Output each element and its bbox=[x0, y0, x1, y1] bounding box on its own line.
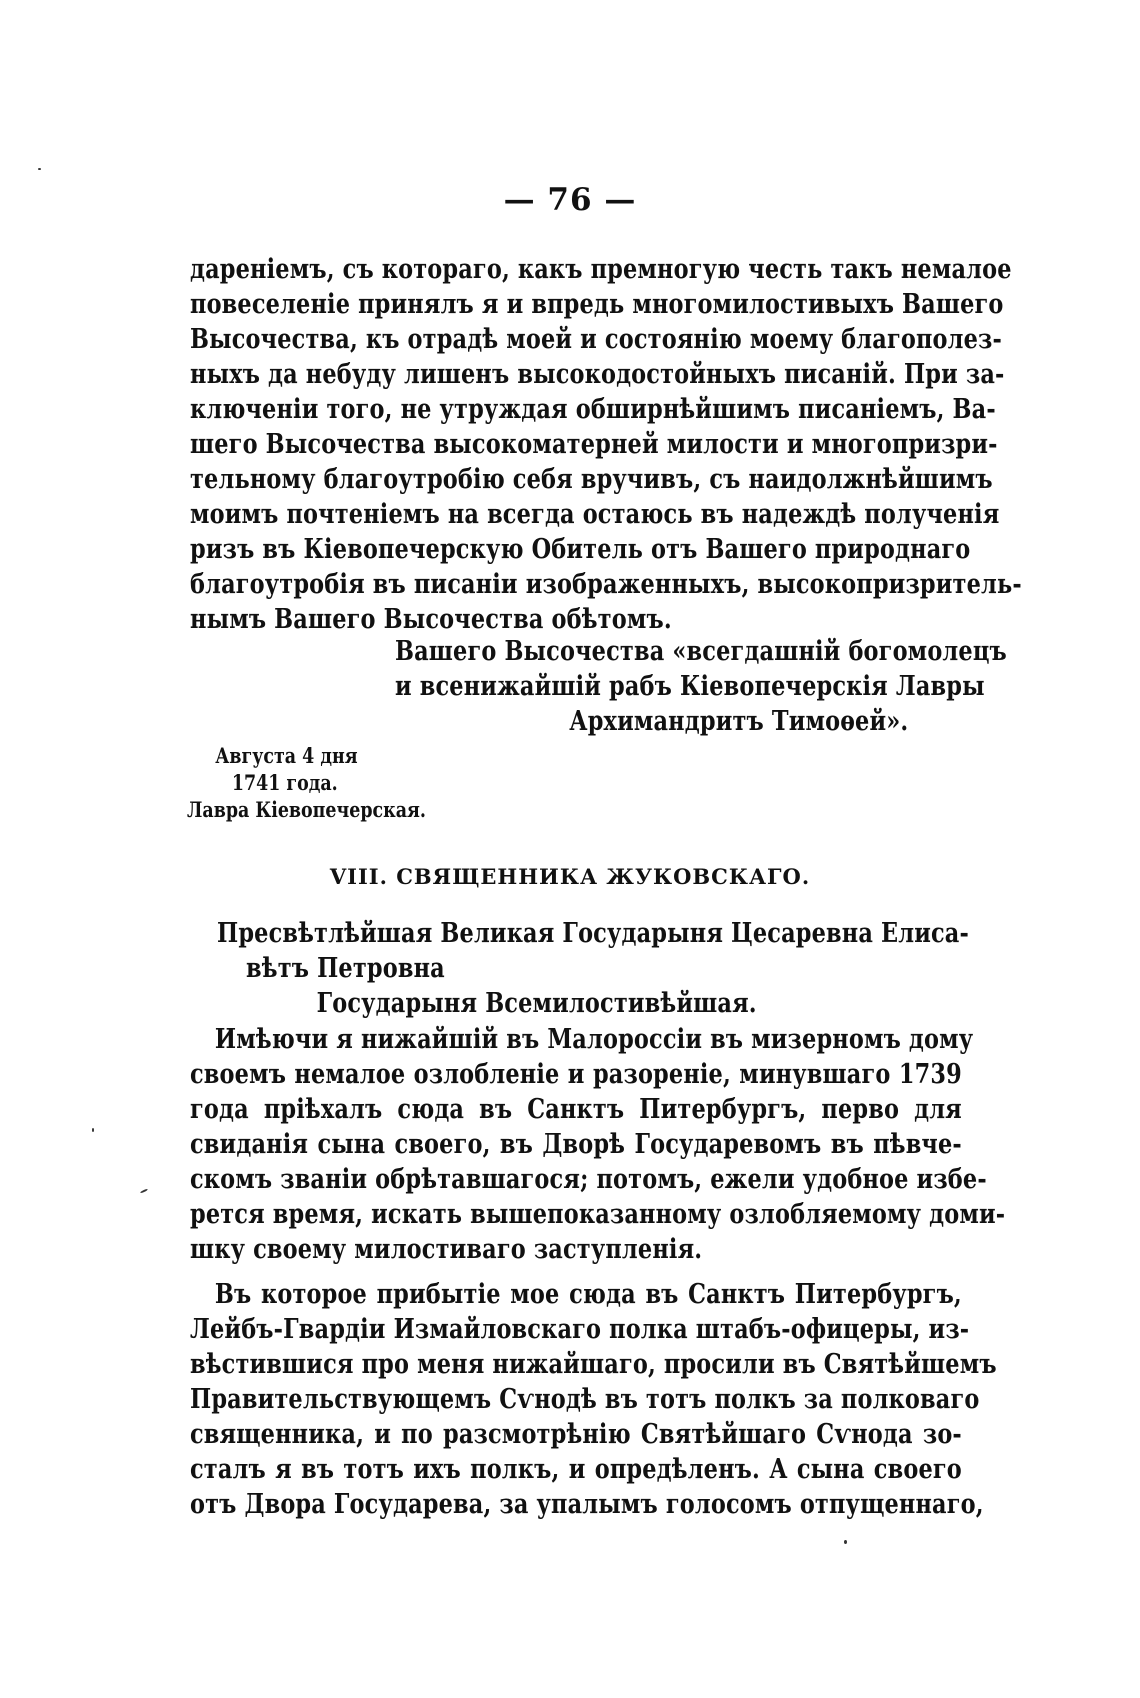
text-line: шего Высочества высокоматерней милости и многопризри- bbox=[190, 429, 998, 460]
text-line: ключеніи того, не утруждая обширнѣйшимъ писаніемъ, Ва- bbox=[190, 394, 996, 425]
scan-speck bbox=[844, 1540, 847, 1544]
salutation-line: Государыня Всемилостивѣйшая. bbox=[316, 988, 757, 1019]
letter-2-body bbox=[190, 1022, 1006, 1522]
text-line: дареніемъ, съ котораго, какъ премногую честь такъ немалое bbox=[190, 254, 1012, 285]
signature-line: Архимандритъ Тимоѳей». bbox=[569, 706, 909, 737]
text-line: свиданія сына своего, въ Дворѣ Государевомъ въ пѣвче- bbox=[190, 1129, 962, 1160]
page-number: — 76 — bbox=[503, 182, 637, 218]
date-place-block bbox=[187, 742, 475, 823]
text-line: ризъ въ Кіевопечерскую Обитель отъ Вашего природнаго bbox=[190, 534, 971, 565]
text-line: шку своему милостиваго заступленія. bbox=[190, 1234, 703, 1265]
text-line: Имѣючи я нижайшій въ Малороссіи въ мизерномъ дому bbox=[214, 1024, 974, 1055]
section-heading: VIII. СВЯЩЕННИКА ЖУКОВСКАГО. bbox=[329, 864, 811, 889]
letter-1-body bbox=[190, 252, 1022, 637]
salutation-line: Пресвѣтлѣйшая Великая Государыня Цесаревна Елиса- bbox=[217, 918, 969, 949]
signature-line: Вашего Высочества «всегдашній богомолецъ bbox=[395, 636, 1007, 667]
text-line: своемъ немалое озлобленіе и разореніе, минувшаго 1739 bbox=[190, 1059, 962, 1090]
text-line: вѣстившися про меня нижайшаго, просили въ Святѣйшемъ bbox=[190, 1349, 997, 1380]
scan-speck bbox=[140, 1188, 148, 1193]
text-line: нымъ Вашего Высочества обѣтомъ. bbox=[190, 604, 672, 635]
text-line: Правительствующемъ Сѵнодѣ въ тотъ полкъ за полковаго bbox=[190, 1384, 980, 1415]
text-line: отъ Двора Государева, за упалымъ голосомъ отпущеннаго, bbox=[190, 1489, 984, 1520]
salutation-line: вѣтъ Петровна bbox=[246, 953, 445, 984]
text-line: Высочества, къ отрадѣ моей и состоянію моему благополез- bbox=[190, 324, 1002, 355]
text-line: года пріѣхалъ сюда въ Санктъ Питербургъ, перво для bbox=[190, 1094, 962, 1125]
salutation-block bbox=[217, 916, 1117, 1021]
text-line: сталъ я въ тотъ ихъ полкъ, и опредѣленъ. А сына своего bbox=[190, 1454, 962, 1485]
signature-line: и всенижайшій рабъ Кіевопечерскія Лавры bbox=[395, 671, 985, 702]
text-line: рется время, искать вышепоказанному озлобляемому доми- bbox=[190, 1199, 1006, 1230]
text-line: ныхъ да небуду лишенъ высокодостойныхъ писаній. При за- bbox=[190, 359, 1005, 390]
scan-speck bbox=[92, 1128, 94, 1132]
text-line: скомъ званіи обрѣтавшагося; потомъ, ежели удобное избе- bbox=[190, 1164, 987, 1195]
text-line: повеселеніе принялъ я и впредь многомилостивыхъ Вашего bbox=[190, 289, 1004, 320]
text-line: Лейбъ-Гвардіи Измайловскаго полка штабъ-офицеры, из- bbox=[190, 1314, 970, 1345]
place-line: Лавра Кіевопечерская. bbox=[187, 797, 427, 822]
date-line: Августа 4 дня bbox=[215, 743, 358, 768]
signature-block bbox=[395, 634, 1140, 739]
text-line: моимъ почтеніемъ на всегда остаюсь въ надеждѣ полученія bbox=[190, 499, 1000, 530]
scan-speck bbox=[38, 168, 41, 170]
text-line: священника, и по разсмотрѣнію Святѣйшаго Сѵнода зо- bbox=[190, 1419, 962, 1450]
text-line: тельному благоутробію себя вручивъ, съ наидолжнѣйшимъ bbox=[190, 464, 993, 495]
text-line: Въ которое прибытіе мое сюда въ Санктъ Питербургъ, bbox=[214, 1279, 962, 1310]
text-line: благоутробія въ писаніи изображенныхъ, высокопризритель- bbox=[190, 569, 1022, 600]
year-line: 1741 года. bbox=[231, 770, 338, 795]
